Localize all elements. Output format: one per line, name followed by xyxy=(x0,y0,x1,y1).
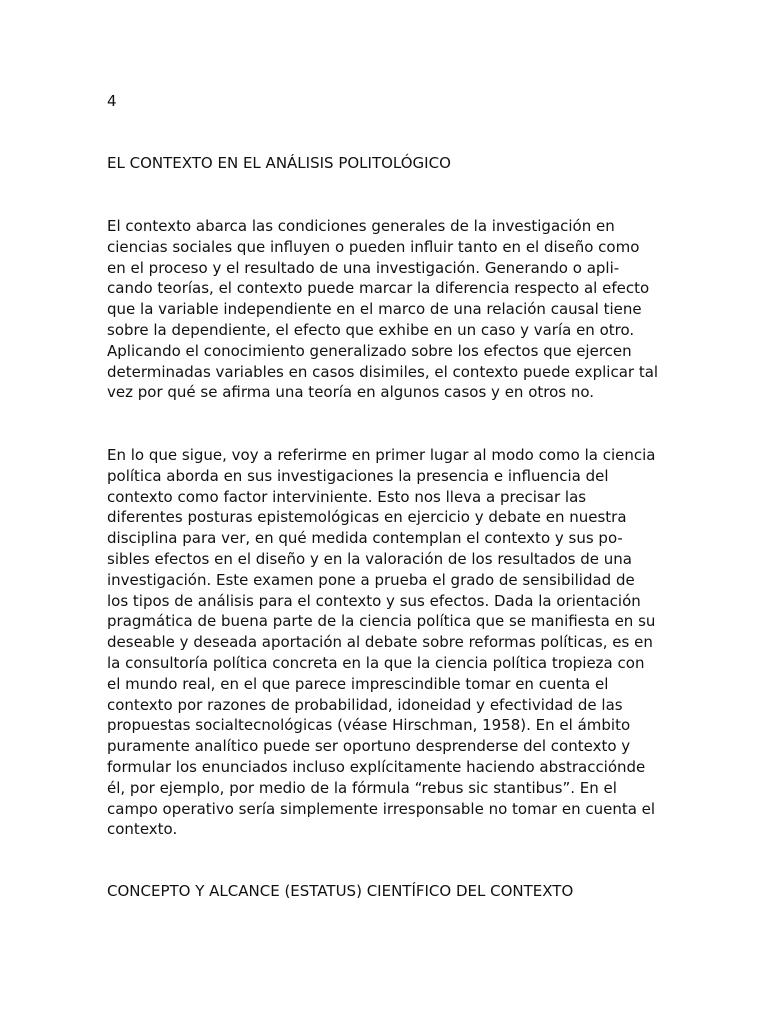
text-line: él, por ejemplo, por medio de la fórmula “rebus sic stantibus”. En el xyxy=(107,778,617,797)
text-line: formular los enunciados incluso explícitamente haciendo abstracciónde xyxy=(107,757,646,776)
text-line: contexto. xyxy=(107,820,178,839)
text-line: deseable y deseada aportación al debate sobre reformas políticas, es en xyxy=(107,633,653,652)
text-line: sobre la dependiente, el efecto que exhibe en un caso y varía en otro. xyxy=(107,320,635,339)
text-line: El contexto abarca las condiciones generales de la investigación en xyxy=(107,217,615,235)
paragraph-method xyxy=(107,445,655,840)
text-line: puramente analítico puede ser oportuno desprenderse del contexto y xyxy=(107,737,631,756)
page-number: 4 xyxy=(107,92,117,110)
text-line: en el proceso y el resultado de una investigación. Generando o apli- xyxy=(107,258,620,277)
text-line: que la variable independiente en el marco de una relación causal tiene xyxy=(107,300,642,319)
text-line: diferentes posturas epistemológicas en ejercicio y debate en nuestra xyxy=(107,508,627,527)
text-line: pragmática de buena parte de la ciencia política que se manifiesta en su xyxy=(107,612,656,631)
text-line: la consultoría política concreta en la que la ciencia política tropieza con xyxy=(107,653,645,672)
text-line: ciencias sociales que influyen o pueden influir tanto en el diseño como xyxy=(107,237,640,256)
text-line: contexto por razones de probabilidad, idoneidad y efectividad de las xyxy=(107,695,623,714)
text-line: política aborda en sus investigaciones la presencia e influencia del xyxy=(107,466,609,485)
text-line: sibles efectos en el diseño y en la valoración de los resultados de una xyxy=(107,549,632,568)
paragraph-intro xyxy=(107,216,658,403)
text-line: En lo que sigue, voy a referirme en primer lugar al modo como la ciencia xyxy=(107,446,656,464)
text-line: los tipos de análisis para el contexto y sus efectos. Dada la orientación xyxy=(107,591,641,610)
text-line: campo operativo sería simplemente irresponsable no tomar en cuenta el xyxy=(107,799,656,818)
text-line: Aplicando el conocimiento generalizado sobre los efectos que ejercen xyxy=(107,341,632,360)
text-line: propuestas socialtecnológicas (véase Hirschman, 1958). En el ámbito xyxy=(107,716,631,735)
text-line: disciplina para ver, en qué medida contemplan el contexto y sus po- xyxy=(107,529,623,548)
text-line: cando teorías, el contexto puede marcar la diferencia respecto al efecto xyxy=(107,279,650,298)
text-line: contexto como factor interviniente. Esto nos lleva a precisar las xyxy=(107,487,587,506)
text-line: investigación. Este examen pone a prueba el grado de sensibilidad de xyxy=(107,570,635,589)
section-heading-concepto: CONCEPTO Y ALCANCE (ESTATUS) CIENTÍFICO DEL CONTEXTO xyxy=(107,882,574,900)
text-line: el mundo real, en el que parece imprescindible tomar en cuenta el xyxy=(107,674,609,693)
text-line: vez por qué se afirma una teoría en algunos casos y en otros no. xyxy=(107,383,595,402)
section-heading-contexto: EL CONTEXTO EN EL ANÁLISIS POLITOLÓGICO xyxy=(107,154,451,172)
text-line: determinadas variables en casos disimiles, el contexto puede explicar tal xyxy=(107,362,659,381)
